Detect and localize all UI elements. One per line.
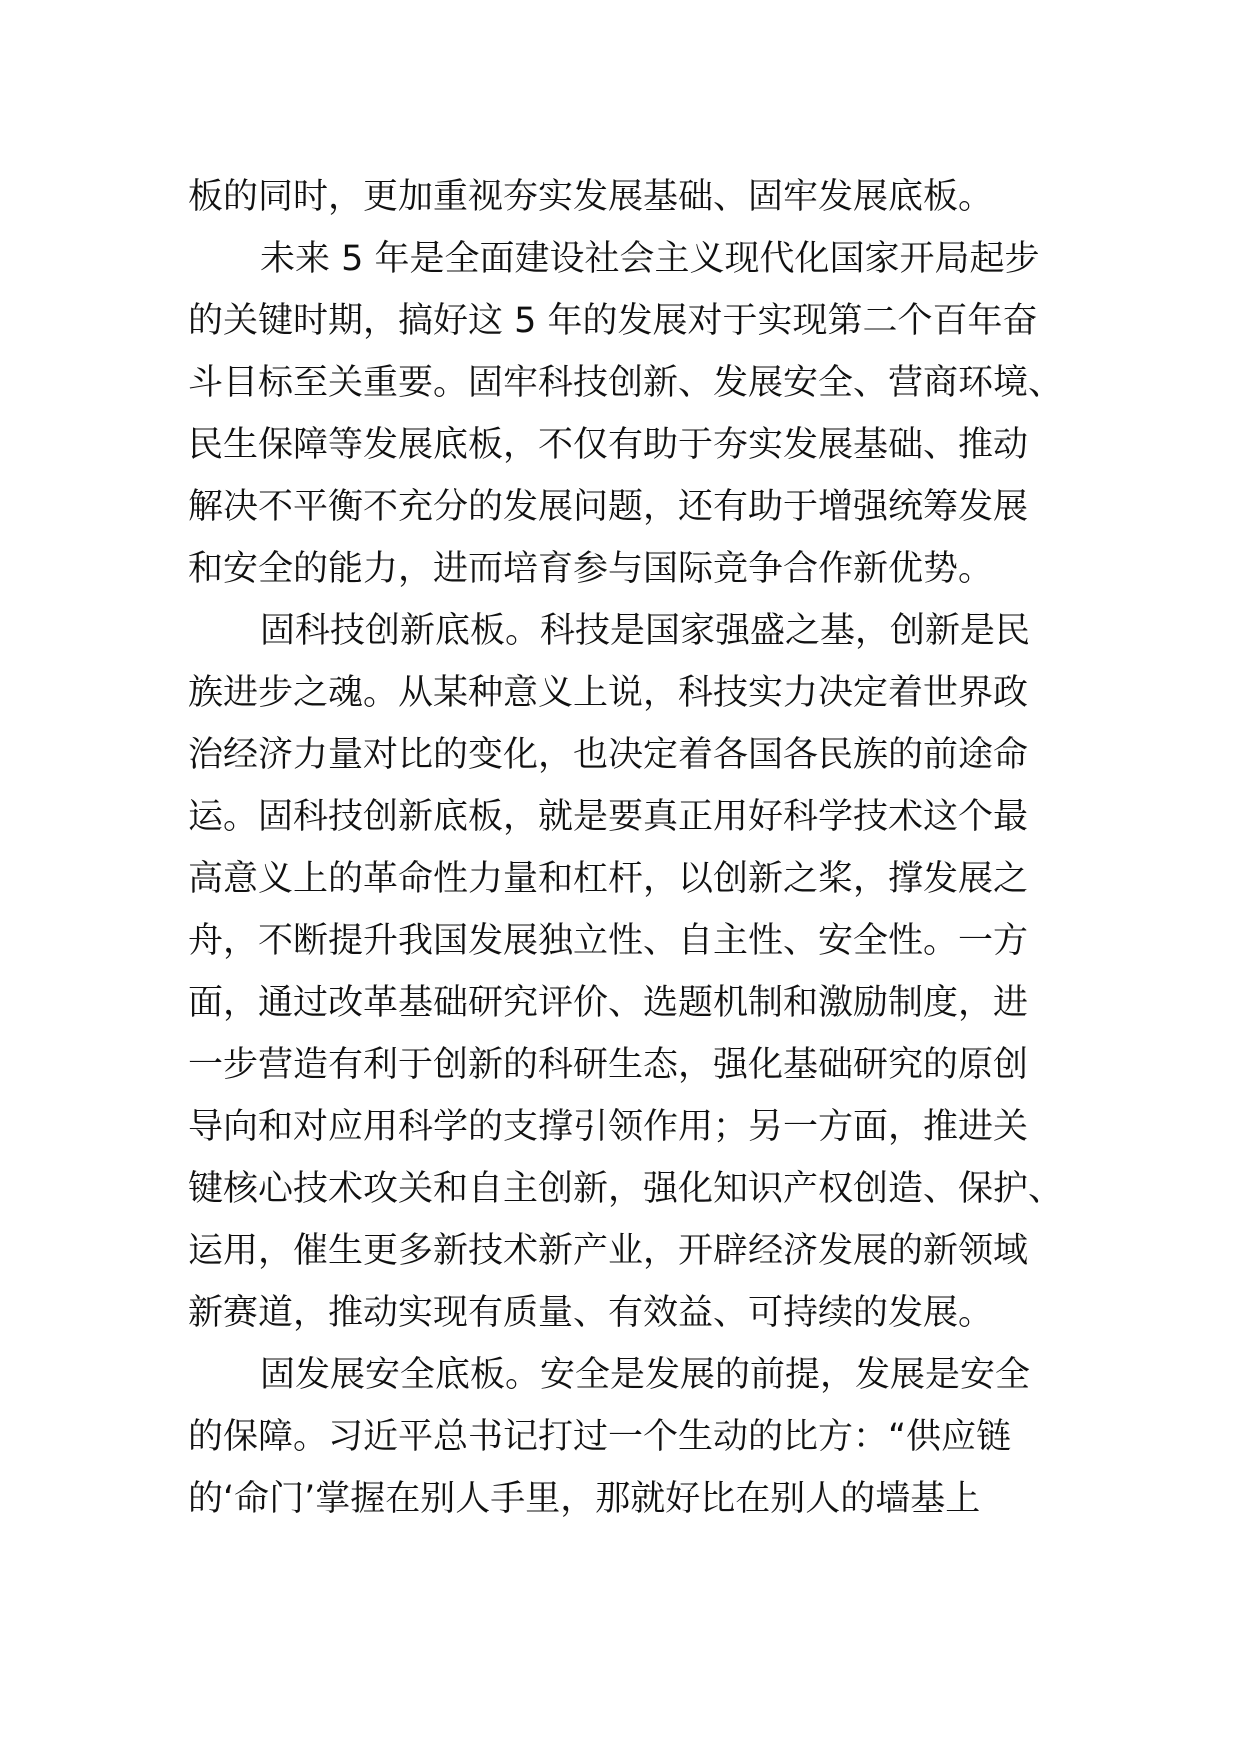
text-line: 解决不平衡不充分的发展问题，还有助于增强统筹发展 — [188, 487, 1029, 527]
text-line: 治经济力量对比的变化，也决定着各国各民族的前途命 — [188, 735, 1029, 775]
text-line: 舟，不断提升我国发展独立性、自主性、安全性。一方 — [188, 921, 1029, 961]
text-line: 新赛道，推动实现有质量、有效益、可持续的发展。 — [188, 1293, 994, 1333]
text-line: 导向和对应用科学的支撑引领作用；另一方面，推进关 — [188, 1107, 1029, 1147]
text-line: 和安全的能力，进而培育参与国际竞争合作新优势。 — [188, 549, 994, 589]
text-line: 斗目标至关重要。固牢科技创新、发展安全、营商环境、 — [188, 363, 1064, 403]
text-line: 的关键时期，搞好这 5 年的发展对于实现第二个百年奋 — [188, 301, 1038, 341]
text-line: 运。固科技创新底板，就是要真正用好科学技术这个最 — [188, 797, 1029, 837]
text-line: 固科技创新底板。科技是国家强盛之基，创新是民 — [260, 611, 1031, 651]
text-line: 未来 5 年是全面建设社会主义现代化国家开局起步 — [260, 239, 1040, 279]
text-line: 运用，催生更多新技术新产业，开辟经济发展的新领域 — [188, 1231, 1029, 1271]
text-line: 面，通过改革基础研究评价、选题机制和激励制度，进 — [188, 983, 1029, 1023]
text-line: 板的同时，更加重视夯实发展基础、固牢发展底板。 — [188, 177, 994, 217]
text-line: 的保障。习近平总书记打过一个生动的比方：“供应链 — [188, 1417, 1012, 1457]
text-line: 的‘命门’掌握在别人手里，那就好比在别人的墙基上 — [188, 1479, 981, 1519]
text-line: 固发展安全底板。安全是发展的前提，发展是安全 — [260, 1355, 1031, 1395]
text-line: 一步营造有利于创新的科研生态，强化基础研究的原创 — [188, 1045, 1029, 1085]
body-text — [188, 166, 1068, 1530]
text-line: 键核心技术攻关和自主创新，强化知识产权创造、保护、 — [188, 1169, 1064, 1209]
text-line: 高意义上的革命性力量和杠杆，以创新之桨，撑发展之 — [188, 859, 1029, 899]
text-line: 民生保障等发展底板，不仅有助于夯实发展基础、推动 — [188, 425, 1029, 465]
text-line: 族进步之魂。从某种意义上说，科技实力决定着世界政 — [188, 673, 1029, 713]
